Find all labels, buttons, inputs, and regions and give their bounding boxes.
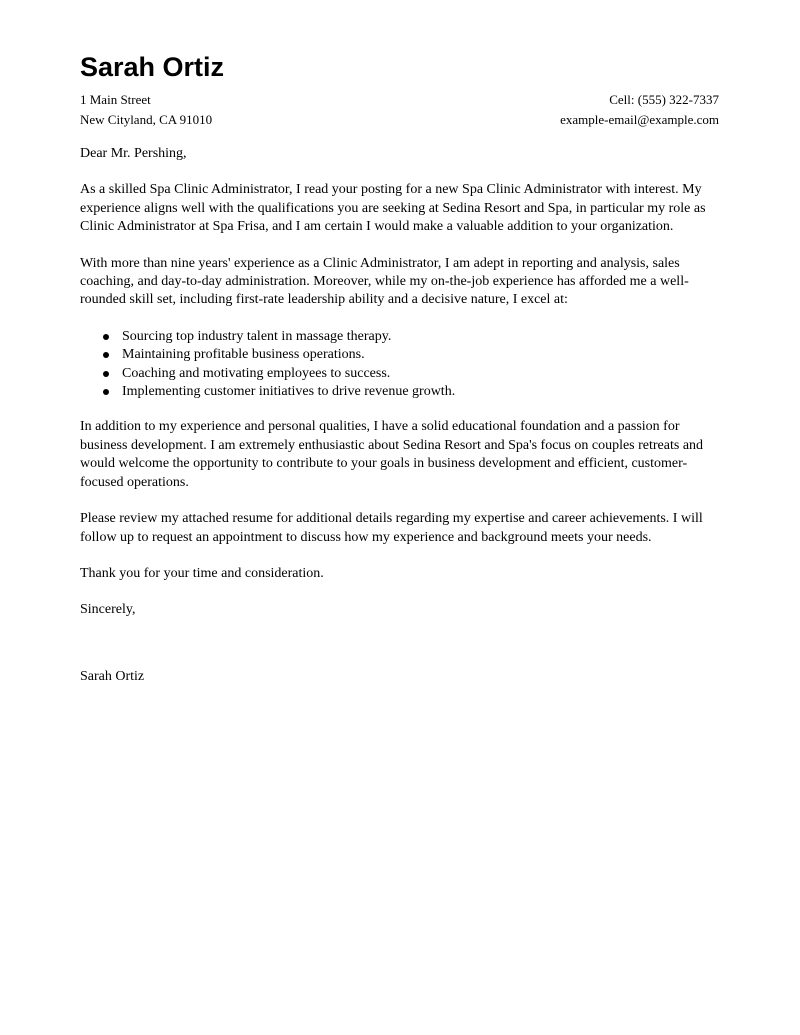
paragraph-intro: As a skilled Spa Clinic Administrator, I read your posting for a new Spa Clinic Administrator with interest. My experience aligns well with the qualifications you are seeking at Sedina Resort and Spa, in particular my role as Clinic Administrator at Spa Frisa, and I am certain I would make a valuable addition to your organization. xyxy=(80,182,706,235)
closing: Sincerely, xyxy=(80,602,136,618)
paragraph-followup: Please review my attached resume for additional details regarding my expertise and career achievements. I will follow up to request an appointment to discuss how my experience and background meets your needs. xyxy=(80,511,703,545)
list-item xyxy=(80,346,725,364)
address-line-1: 1 Main Street xyxy=(80,92,151,107)
salutation: Dear Mr. Pershing, xyxy=(80,146,187,161)
list-item-text: Coaching and motivating employees to success. xyxy=(122,365,391,381)
list-item xyxy=(80,383,725,401)
email-address: example-email@example.com xyxy=(560,112,719,127)
paragraph-education: In addition to my experience and personal qualities, I have a solid educational foundation and a passion for business development. I am extremely enthusiastic about Sedina Resort and Spa's focus on couples retreats and would welcome the opportunity to contribute to your goals in business development and efficient, customer-focused operations. xyxy=(80,419,704,490)
bullet-icon xyxy=(103,334,109,340)
thanks-line: Thank you for your time and consideration. xyxy=(80,565,324,581)
applicant-name: Sarah Ortiz xyxy=(80,52,225,82)
skills-list xyxy=(80,328,725,402)
phone-number: Cell: (555) 322-7337 xyxy=(609,92,719,107)
paragraph-experience: With more than nine years' experience as a Clinic Administrator, I am adept in reporting and analysis, sales coaching, and day-to-day administration. Moreover, while my on-the-job experience has afforded me a well-rounded skill set, including first-rate leadership ability and a decisive nature, I excel at: xyxy=(80,255,689,308)
list-item xyxy=(80,328,725,346)
address-line-2: New Cityland, CA 91010 xyxy=(80,112,213,127)
bullet-icon xyxy=(103,352,109,358)
letter-body xyxy=(80,145,725,704)
signature-space xyxy=(80,638,725,668)
list-item xyxy=(80,365,725,383)
bullet-icon xyxy=(103,371,109,377)
list-item-text: Sourcing top industry talent in massage therapy. xyxy=(122,328,392,344)
contact-row-2 xyxy=(80,111,719,129)
bullet-icon xyxy=(103,389,109,395)
list-item-text: Maintaining profitable business operations. xyxy=(122,347,365,363)
contact-row-1 xyxy=(80,91,719,109)
signature-name: Sarah Ortiz xyxy=(80,668,145,684)
list-item-text: Implementing customer initiatives to drive revenue growth. xyxy=(122,384,456,400)
